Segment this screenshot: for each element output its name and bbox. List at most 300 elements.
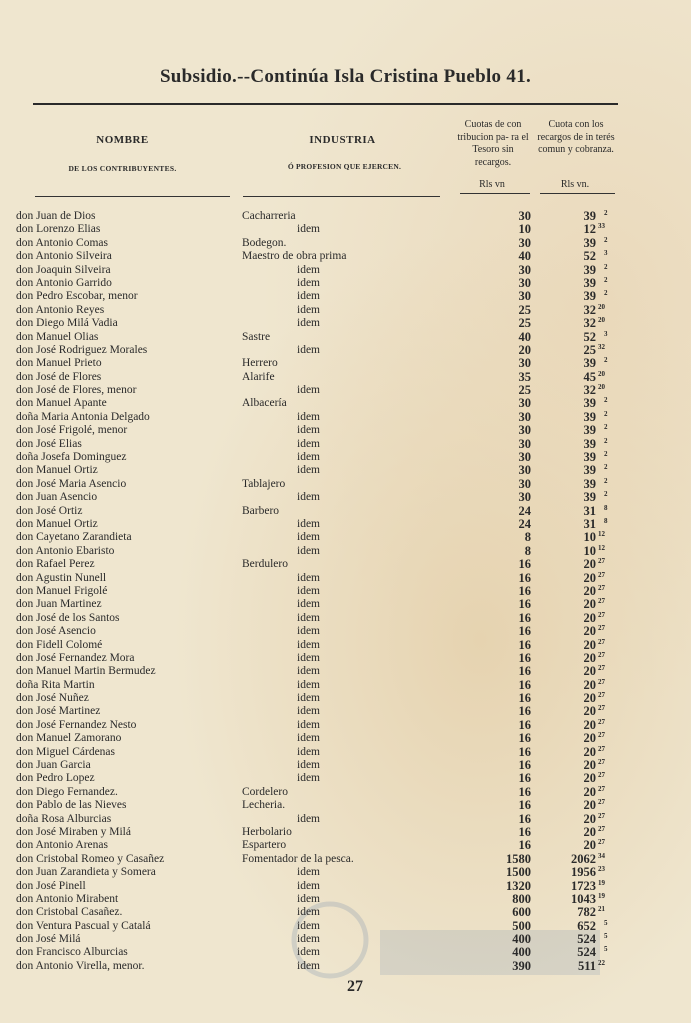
industry-cell: Fomentador de la pesca. (242, 852, 354, 865)
table-row (0, 250, 691, 263)
table-row (0, 223, 691, 236)
cuota-sin-recargo: 16 (518, 557, 531, 572)
header-cuotas-sin-recargos: Cuotas de con tribucion pa- ra el Tesoro sin recargos. (457, 119, 529, 168)
cuota-sin-recargo: 600 (512, 905, 531, 920)
contributor-name: don Francisco Alburcias (16, 946, 128, 959)
industry-cell: idem (297, 303, 320, 316)
cuota-sin-recargo: 30 (518, 235, 531, 250)
cuota-sin-recargo: 30 (518, 436, 531, 451)
header-industria: INDUSTRIA (309, 134, 376, 146)
contributor-name: don Manuel Ortiz (16, 464, 98, 477)
table-row (0, 679, 691, 692)
header-units-1: Rls vn (479, 179, 505, 190)
cuota-sin-recargo: 800 (512, 891, 531, 906)
cuota-centimos: 32 (598, 342, 605, 351)
cuota-con-recargo: 20 (583, 824, 596, 839)
industry-cell: idem (297, 732, 320, 745)
cuota-con-recargo: 20 (583, 811, 596, 826)
cuota-con-recargo: 20 (583, 583, 596, 598)
cuota-con-recargo: 20 (583, 838, 596, 853)
industry-cell: idem (297, 343, 320, 356)
table-row (0, 518, 691, 531)
table-row (0, 946, 691, 959)
contributor-name: don Miguel Cárdenas (16, 745, 116, 758)
cuota-centimos: 27 (598, 824, 605, 833)
cuota-centimos: 2 (604, 396, 608, 405)
cuota-centimos: 12 (598, 530, 605, 539)
cuota-con-recargo: 20 (583, 650, 596, 665)
industry-cell: idem (297, 317, 320, 330)
contributor-name: don Antonio Reyes (16, 303, 105, 316)
contributor-name: don Rafael Perez (16, 558, 95, 571)
cuota-sin-recargo: 30 (518, 209, 531, 223)
contributor-name: don Juan Asencio (16, 491, 98, 504)
title-rule (33, 103, 618, 105)
cuota-sin-recargo: 1580 (506, 851, 531, 866)
cuota-sin-recargo: 16 (518, 650, 531, 665)
industry-cell: idem (297, 718, 320, 731)
contributor-name: don Antonio Silveira (16, 250, 112, 263)
cuota-sin-recargo: 30 (518, 423, 531, 438)
page-title: Subsidio.--Continúa Isla Cristina Pueblo 41. (159, 66, 532, 87)
cuota-con-recargo: 20 (583, 798, 596, 813)
cuota-sin-recargo: 24 (518, 503, 531, 518)
table-row (0, 866, 691, 879)
cuota-con-recargo: 20 (583, 731, 596, 746)
cuota-centimos: 27 (598, 650, 605, 659)
table-row (0, 478, 691, 491)
cuota-centimos: 8 (604, 516, 608, 525)
table-row (0, 799, 691, 812)
cuota-con-recargo: 20 (583, 637, 596, 652)
contributor-name: don José Fernandez Mora (16, 651, 135, 664)
table-row (0, 692, 691, 705)
cuota-con-recargo: 39 (583, 423, 596, 438)
cuota-con-recargo: 20 (583, 557, 596, 572)
industry-cell: Barbero (242, 504, 280, 517)
header-units-2: Rls vn. (560, 179, 590, 190)
cuota-con-recargo: 32 (583, 302, 596, 317)
cuota-sin-recargo: 40 (518, 329, 531, 344)
header-industria-sub: Ó PROFESION QUE EJERCEN. (287, 162, 402, 171)
cuota-centimos: 27 (598, 557, 605, 566)
cuota-centimos: 33 (598, 222, 605, 231)
cuota-centimos: 20 (598, 316, 605, 325)
contributor-name: don Pablo de las Nieves (16, 799, 127, 812)
industry-cell: Maestro de obra prima (242, 250, 347, 263)
industry-cell: idem (297, 866, 320, 879)
cuota-sin-recargo: 30 (518, 396, 531, 411)
industry-cell: idem (297, 892, 320, 905)
contributor-name: don José de los Santos (16, 611, 120, 624)
cuota-con-recargo: 10 (583, 530, 596, 545)
contributor-name: don Cayetano Zarandieta (16, 531, 132, 544)
industry-cell: idem (297, 625, 320, 638)
cuota-centimos: 27 (598, 570, 605, 579)
table-row (0, 705, 691, 718)
contributor-name: don José Rodriguez Morales (16, 343, 148, 356)
table-row (0, 652, 691, 665)
cuota-centimos: 2 (604, 275, 608, 284)
cuota-con-recargo: 20 (583, 610, 596, 625)
industry-cell: idem (297, 759, 320, 772)
industry-cell: idem (297, 692, 320, 705)
cuota-con-recargo: 31 (583, 503, 596, 518)
cuota-sin-recargo: 16 (518, 570, 531, 585)
cuota-sin-recargo: 30 (518, 356, 531, 371)
contributor-name: don Ventura Pascual y Catalá (16, 919, 151, 932)
cuota-centimos: 12 (598, 543, 605, 552)
cuota-sin-recargo: 16 (518, 610, 531, 625)
table-row (0, 290, 691, 303)
cuota-sin-recargo: 16 (518, 597, 531, 612)
cuota-sin-recargo: 16 (518, 838, 531, 853)
industry-cell: Berdulero (242, 558, 288, 571)
cuota-con-recargo: 20 (583, 597, 596, 612)
cuota-sin-recargo: 16 (518, 824, 531, 839)
cuota-con-recargo: 32 (583, 316, 596, 331)
cuota-con-recargo: 511 (577, 958, 596, 973)
table-row (0, 210, 691, 223)
cuota-sin-recargo: 16 (518, 784, 531, 799)
industry-cell: idem (297, 223, 320, 236)
table-row (0, 960, 691, 973)
cuota-sin-recargo: 16 (518, 758, 531, 773)
cuota-con-recargo: 20 (583, 704, 596, 719)
industry-cell: idem (297, 598, 320, 611)
contributor-name: don José Martinez (16, 705, 101, 718)
contributor-name: don Manuel Frigolé (16, 584, 108, 597)
header-nombre: NOMBRE (96, 134, 149, 146)
industry-cell: idem (297, 437, 320, 450)
cuota-sin-recargo: 25 (518, 302, 531, 317)
cuota-con-recargo: 20 (583, 717, 596, 732)
cuota-centimos: 23 (598, 865, 605, 874)
cuota-sin-recargo: 1500 (506, 865, 531, 880)
industry-cell: idem (297, 705, 320, 718)
page-number: 27 (347, 978, 363, 995)
cuota-sin-recargo: 30 (518, 275, 531, 290)
cuota-sin-recargo: 30 (518, 463, 531, 478)
table-row (0, 880, 691, 893)
industry-cell: idem (297, 879, 320, 892)
contributor-name: don José Frigolé, menor (16, 424, 128, 437)
cuota-con-recargo: 39 (583, 396, 596, 411)
header-cuota-con-recargos: Cuota con los recargos de in terés comun y cobranza. (537, 119, 615, 155)
industry-cell: idem (297, 919, 320, 932)
contributor-name: don Pedro Lopez (16, 772, 95, 785)
contributor-name: don Antonio Ebaristo (16, 544, 115, 557)
contributor-name: don Manuel Zamorano (16, 732, 122, 745)
header-underline-nombre (35, 196, 230, 197)
contributor-name: don Antonio Arenas (16, 839, 108, 852)
cuota-con-recargo: 39 (583, 463, 596, 478)
cuota-sin-recargo: 24 (518, 516, 531, 531)
table-row (0, 598, 691, 611)
cuota-con-recargo: 39 (583, 209, 596, 223)
contributor-name: don Antonio Mirabent (16, 892, 119, 905)
cuota-centimos: 34 (598, 851, 605, 860)
contributor-name: don José Fernandez Nesto (16, 718, 137, 731)
cuota-sin-recargo: 16 (518, 583, 531, 598)
table-row (0, 545, 691, 558)
industry-cell: Albacería (242, 397, 287, 410)
cuota-centimos: 27 (598, 677, 605, 686)
table-row (0, 505, 691, 518)
industry-cell: Cordelero (242, 785, 288, 798)
cuota-centimos: 27 (598, 798, 605, 807)
industry-cell: idem (297, 531, 320, 544)
cuota-centimos: 2 (604, 463, 608, 472)
cuota-con-recargo: 39 (583, 436, 596, 451)
cuota-centimos: 2 (604, 262, 608, 271)
cuota-centimos: 2 (604, 409, 608, 418)
cuota-centimos: 2 (604, 235, 608, 244)
cuota-sin-recargo: 16 (518, 691, 531, 706)
contributor-name: don José Pinell (16, 879, 86, 892)
contributor-name: don Joaquin Silveira (16, 263, 111, 276)
industry-cell: idem (297, 772, 320, 785)
cuota-centimos: 27 (598, 744, 605, 753)
cuota-con-recargo: 20 (583, 744, 596, 759)
cuota-sin-recargo: 25 (518, 383, 531, 398)
cuota-sin-recargo: 20 (518, 342, 531, 357)
industry-cell: Tablajero (242, 477, 286, 490)
cuota-centimos: 27 (598, 784, 605, 793)
cuota-centimos: 27 (598, 811, 605, 820)
cuota-centimos: 5 (604, 932, 608, 941)
cuota-sin-recargo: 30 (518, 409, 531, 424)
cuota-con-recargo: 20 (583, 677, 596, 692)
cuota-centimos: 2 (604, 209, 608, 217)
contributor-name: don José Maria Asencio (16, 477, 127, 490)
cuota-sin-recargo: 25 (518, 316, 531, 331)
table-row (0, 264, 691, 277)
table-row (0, 813, 691, 826)
table-row (0, 424, 691, 437)
cuota-sin-recargo: 16 (518, 637, 531, 652)
industry-cell: idem (297, 933, 320, 946)
cuota-centimos: 2 (604, 436, 608, 445)
cuota-sin-recargo: 16 (518, 624, 531, 639)
cuota-con-recargo: 39 (583, 490, 596, 505)
contributor-name: don José Ortiz (16, 504, 83, 517)
cuota-centimos: 20 (598, 302, 605, 311)
industry-cell: idem (297, 410, 320, 423)
cuota-sin-recargo: 30 (518, 476, 531, 491)
cuota-con-recargo: 20 (583, 771, 596, 786)
industry-cell: idem (297, 491, 320, 504)
industry-cell: idem (297, 906, 320, 919)
cuota-centimos: 27 (598, 624, 605, 633)
table-row (0, 237, 691, 250)
cuota-sin-recargo: 400 (512, 945, 531, 960)
table-row (0, 786, 691, 799)
cuota-con-recargo: 39 (583, 262, 596, 277)
cuota-con-recargo: 524 (577, 945, 596, 960)
cuota-centimos: 2 (604, 476, 608, 485)
industry-cell: idem (297, 263, 320, 276)
cuota-centimos: 2 (604, 423, 608, 432)
cuota-centimos: 3 (604, 249, 608, 258)
contributor-name: don Juan Garcia (16, 759, 91, 772)
table-row (0, 317, 691, 330)
contributor-name: don Antonio Garrido (16, 276, 112, 289)
table-row (0, 304, 691, 317)
table-row (0, 625, 691, 638)
cuota-centimos: 3 (604, 329, 608, 338)
industry-cell: idem (297, 384, 320, 397)
table-row (0, 839, 691, 852)
contributor-name: don José Nuñez (16, 692, 89, 705)
cuota-sin-recargo: 1320 (506, 878, 531, 893)
industry-cell: idem (297, 464, 320, 477)
cuota-centimos: 20 (598, 383, 605, 392)
table-row (0, 639, 691, 652)
cuota-centimos: 19 (598, 891, 605, 900)
cuota-con-recargo: 39 (583, 289, 596, 304)
cuota-centimos: 19 (598, 878, 605, 887)
cuota-sin-recargo: 16 (518, 811, 531, 826)
cuota-sin-recargo: 16 (518, 704, 531, 719)
table-row (0, 732, 691, 745)
cuota-sin-recargo: 16 (518, 798, 531, 813)
contributor-name: don Juan Martinez (16, 598, 102, 611)
cuota-con-recargo: 39 (583, 450, 596, 465)
industry-cell: idem (297, 611, 320, 624)
contributor-name: doña Josefa Dominguez (16, 451, 127, 464)
cuota-con-recargo: 25 (583, 342, 596, 357)
cuota-centimos: 27 (598, 758, 605, 767)
cuota-centimos: 27 (598, 610, 605, 619)
cuota-centimos: 27 (598, 838, 605, 847)
industry-cell: idem (297, 946, 320, 959)
cuota-sin-recargo: 16 (518, 744, 531, 759)
industry-cell: idem (297, 290, 320, 303)
cuota-centimos: 22 (598, 958, 605, 967)
cuota-sin-recargo: 16 (518, 731, 531, 746)
cuota-centimos: 27 (598, 691, 605, 700)
cuota-con-recargo: 39 (583, 275, 596, 290)
contributor-name: don Antonio Comas (16, 236, 109, 249)
contributors-table (0, 210, 691, 973)
contributor-name: doña Rita Martin (16, 678, 95, 691)
industry-cell: Bodegon. (242, 236, 287, 249)
table-row (0, 665, 691, 678)
cuota-centimos: 2 (604, 289, 608, 298)
table-row (0, 933, 691, 946)
industry-cell: Herrero (242, 357, 278, 370)
industry-cell: idem (297, 745, 320, 758)
table-row (0, 572, 691, 585)
cuota-con-recargo: 12 (583, 222, 596, 237)
table-row (0, 384, 691, 397)
industry-cell: idem (297, 424, 320, 437)
industry-cell: idem (297, 517, 320, 530)
cuota-con-recargo: 31 (583, 516, 596, 531)
cuota-centimos: 5 (604, 918, 608, 927)
contributor-name: don Lorenzo Elias (16, 223, 101, 236)
contributor-name: don Manuel Martin Bermudez (16, 665, 156, 678)
cuota-centimos: 27 (598, 704, 605, 713)
cuota-con-recargo: 1723 (571, 878, 596, 893)
table-row (0, 585, 691, 598)
cuota-sin-recargo: 16 (518, 677, 531, 692)
table-row (0, 906, 691, 919)
header-underline-col2 (540, 193, 615, 194)
industry-cell: Lecheria. (242, 799, 286, 812)
industry-cell: idem (297, 451, 320, 464)
industry-cell: Sastre (242, 330, 271, 343)
table-row (0, 411, 691, 424)
industry-cell: Alarife (242, 370, 275, 383)
table-row (0, 853, 691, 866)
contributor-name: doña Rosa Alburcias (16, 812, 112, 825)
cuota-sin-recargo: 10 (518, 222, 531, 237)
table-row (0, 331, 691, 344)
cuota-sin-recargo: 16 (518, 771, 531, 786)
cuota-con-recargo: 10 (583, 543, 596, 558)
cuota-sin-recargo: 390 (512, 958, 531, 973)
cuota-centimos: 27 (598, 637, 605, 646)
industry-cell: idem (297, 584, 320, 597)
table-row (0, 397, 691, 410)
table-row (0, 451, 691, 464)
cuota-con-recargo: 20 (583, 664, 596, 679)
contributor-name: don Fidell Colomé (16, 638, 103, 651)
header-nombre-sub: DE LOS CONTRIBUYENTES. (68, 164, 177, 173)
table-row (0, 531, 691, 544)
industry-cell: idem (297, 276, 320, 289)
cuota-con-recargo: 39 (583, 476, 596, 491)
cuota-centimos: 2 (604, 450, 608, 459)
header-underline-industria (243, 196, 440, 197)
cuota-centimos: 27 (598, 583, 605, 592)
cuota-con-recargo: 45 (583, 369, 596, 384)
cuota-con-recargo: 39 (583, 409, 596, 424)
contributor-name: don José Asencio (16, 625, 96, 638)
cuota-sin-recargo: 35 (518, 369, 531, 384)
industry-cell: idem (297, 812, 320, 825)
cuota-sin-recargo: 8 (524, 530, 531, 545)
table-row (0, 464, 691, 477)
cuota-sin-recargo: 30 (518, 262, 531, 277)
cuota-centimos: 27 (598, 731, 605, 740)
table-row (0, 344, 691, 357)
contributor-name: don Cristobal Casañez. (16, 906, 123, 919)
contributor-name: don Diego Fernandez. (16, 785, 118, 798)
cuota-centimos: 27 (598, 597, 605, 606)
table-row (0, 277, 691, 290)
contributor-name: don José de Flores, menor (16, 384, 137, 397)
cuota-con-recargo: 524 (577, 932, 596, 947)
contributor-name: don José Elias (16, 437, 82, 450)
industry-cell: Cacharreria (242, 210, 296, 222)
contributor-name: don Manuel Ortiz (16, 517, 98, 530)
contributor-name: don José de Flores (16, 370, 102, 383)
cuota-sin-recargo: 400 (512, 932, 531, 947)
cuota-con-recargo: 1956 (571, 865, 596, 880)
industry-cell: Herbolario (242, 825, 292, 838)
table-row (0, 826, 691, 839)
table-row (0, 612, 691, 625)
contributor-name: doña Maria Antonia Delgado (16, 410, 150, 423)
contributor-name: don Manuel Apante (16, 397, 107, 410)
table-row (0, 438, 691, 451)
cuota-centimos: 27 (598, 664, 605, 673)
contributor-name: don Cristobal Romeo y Casañez (16, 852, 165, 865)
cuota-sin-recargo: 30 (518, 289, 531, 304)
